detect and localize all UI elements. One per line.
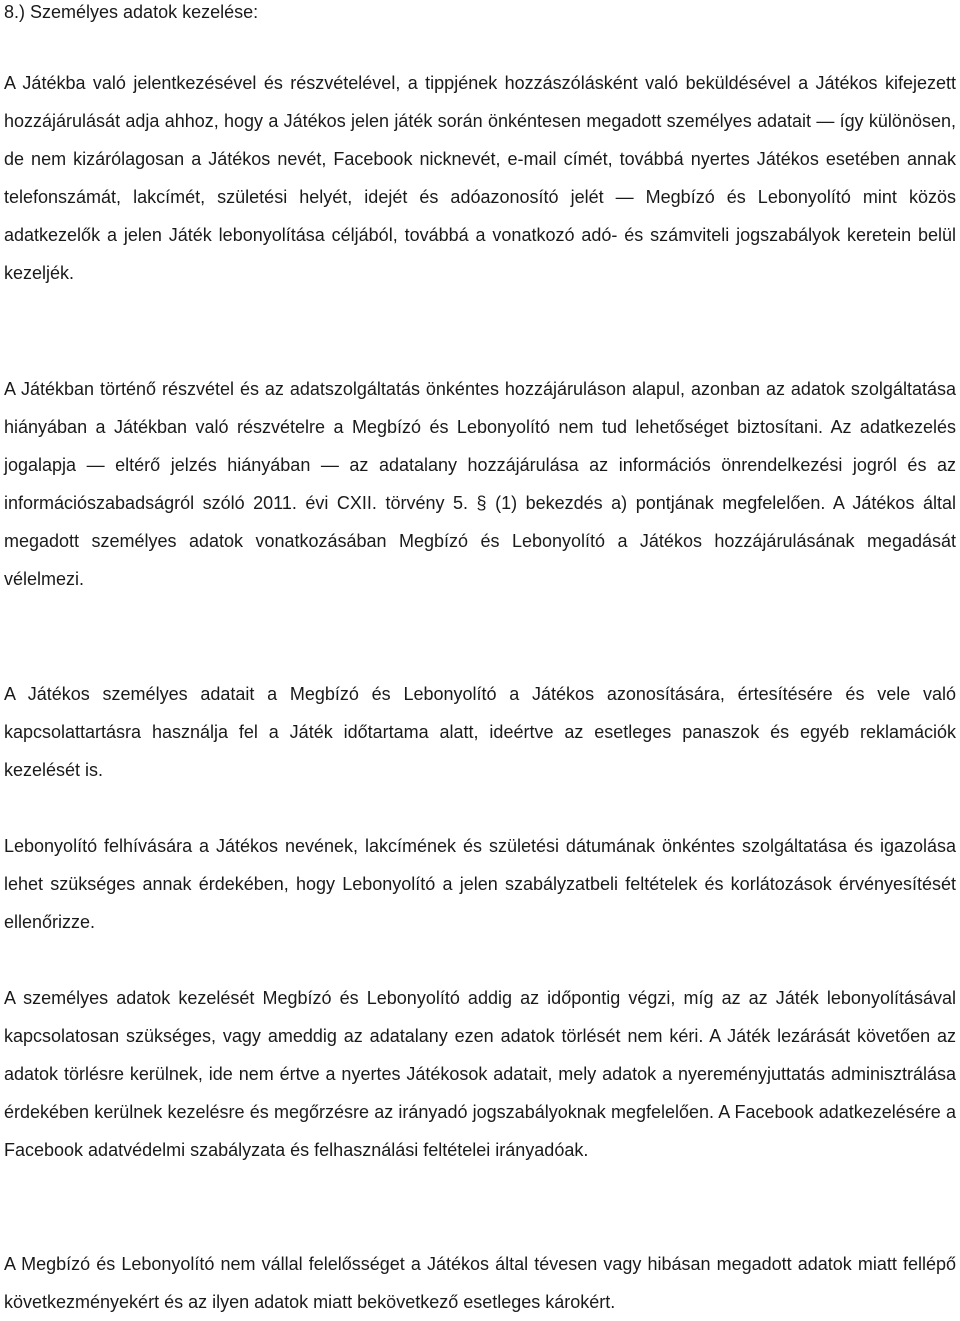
paragraph-retention: A személyes adatok kezelését Megbízó és Lebonyolító addig az időpontig végzi, míg az az Játék lebonyolításával kapcsolatosan szükséges, vagy ameddig az adatalany ezen adatok törlését nem kéri. A Játék lezárását követően az adatok törlésre kerülnek, ide nem értve a nyertes Játékosok adatait, mely adatok a nyereményjuttatás adminisztrálása érdekében kerülnek kezelésre és megőrzésre az irányadó jogszabályoknak megfelelően. A Facebook adatkezelésére a Facebook adatvédelmi szabályzata és felhasználási feltételei irányadóak.	[4, 988, 956, 1160]
section-heading: 8.) Személyes adatok kezelése:	[4, 2, 259, 22]
paragraph-consent: A Játékba való jelentkezésével és részvételével, a tippjének hozzászólásként való beküldésével a Játékos kifejezett hozzájárulását adja ahhoz, hogy a Játékos jelen játék során önkéntesen megadott személyes adatait — így különösen, de nem kizárólagosan a Játékos nevét, Facebook nicknevét, e-mail címét, továbbá nyertes Játékos esetében annak telefonszámát, lakcímét, születési helyét, idejét és adóazonosító jelét — Megbízó és Lebonyolító mint közös adatkezelők a jelen Játék lebonyolítása céljából, továbbá a vonatkozó adó- és számviteli jogszabályok keretein belül kezeljék.	[4, 73, 956, 283]
paragraph-liability: A Megbízó és Lebonyolító nem vállal felelősséget a Játékos által tévesen vagy hibásan megadott adatok miatt fellépő következményekért és az ilyen adatok miatt bekövetkező esetleges károkért.	[4, 1254, 956, 1312]
paragraph-data-usage: A Játékos személyes adatait a Megbízó és Lebonyolító a Játékos azonosítására, értesítésére és vele való kapcsolattartásra használja fel a Játék időtartama alatt, ideértve az esetleges panaszok és egyéb reklamációk kezelését is.	[4, 684, 956, 780]
paragraph-legal-basis: A Játékban történő részvétel és az adatszolgáltatás önkéntes hozzájáruláson alapul, azonban az adatok szolgáltatása hiányában a Játékban való részvételre a Megbízó és Lebonyolító nem tud lehetőséget biztosítani. Az adatkezelés jogalapja — eltérő jelzés hiányában — az adatalany hozzájárulása az információs önrendelkezési jogról és az információszabadságról szóló 2011. évi CXII. törvény 5. § (1) bekezdés a) pontjának megfelelően. A Játékos által megadott személyes adatok vonatkozásában Megbízó és Lebonyolító a Játékos hozzájárulásának megadását vélelmezi.	[4, 379, 956, 589]
paragraph-verification: Lebonyolító felhívására a Játékos nevének, lakcímének és születési dátumának önkéntes szolgáltatása és igazolása lehet szükséges annak érdekében, hogy Lebonyolító a jelen szabályzatbeli feltételek és korlátozások érvényesítését ellenőrizze.	[4, 836, 956, 932]
